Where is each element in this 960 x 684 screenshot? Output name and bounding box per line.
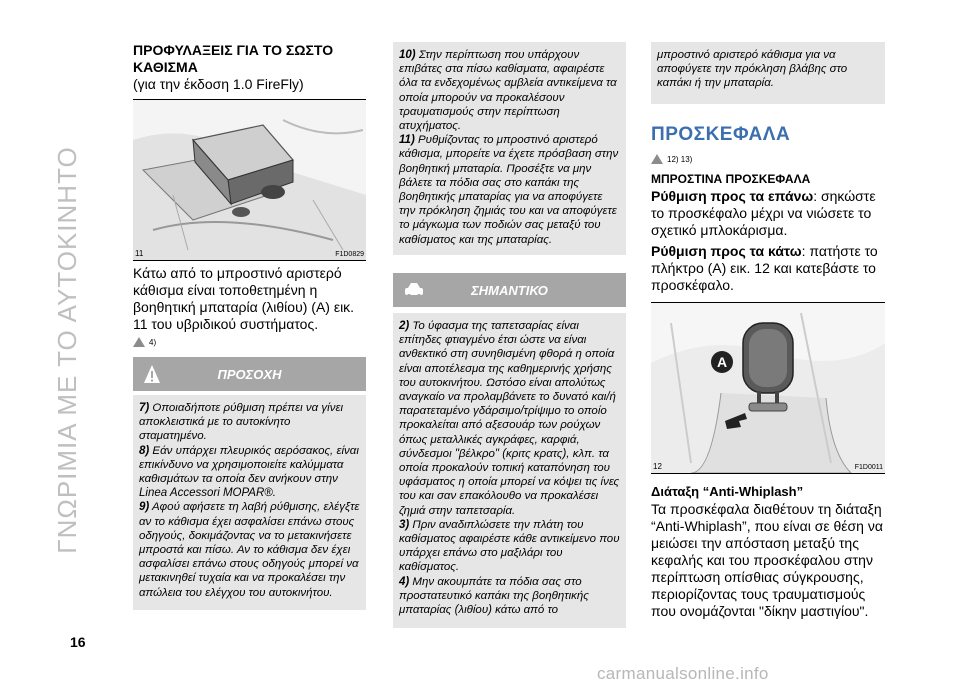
front-headrests-title: ΜΠΡΟΣΤΙΝΑ ΠΡΟΣΚΕΦΑΛΑ	[651, 172, 811, 186]
column-3	[651, 42, 885, 620]
caution-notes-continued	[393, 42, 626, 255]
note-7: 7) Οποιαδήποτε ρύθμιση πρέπει να γίνει αποκλειστικά με το αυτοκίνητο σταματημένο.	[139, 402, 344, 443]
anti-whiplash-text: Τα προσκέφαλα διαθέτουν τη διάταξη “Anti-Whiplash”, που είναι σε θέση να μειώσει την απόσταση μεταξύ της κεφαλής και του προσκέφαλου στην περίπτωση οπίσθιας σύγκρουσης, περιορίζοντας τους τραυματισμούς που ονομάζονται "δίκην μαστιγίου".	[651, 501, 883, 619]
page-number: 16	[70, 634, 86, 650]
section-heading-line2: ΚΑΘΙΣΜΑ	[133, 59, 198, 75]
section-heading-line1: ΠΡΟΦΥΛΑΞΕΙΣ ΓΙΑ ΤΟ ΣΩΣΤΟ	[133, 42, 334, 58]
headrest-illustration	[651, 303, 885, 473]
anti-whiplash-title: Διάταξη “Anti-Whiplash”	[651, 484, 804, 499]
figure-code: F1D0829	[335, 251, 364, 258]
note-10: 10) Στην περίπτωση που υπάρχουν επιβάτες στα πίσω καθίσματα, αφαιρέστε όλα τα ενδεχομένως αμβλεία αντικείμενα τα οποία μπορούν να προκαλέσουν τραυματισμούς στην περίπτωση ατυχήματος.	[399, 49, 617, 133]
reference-number: 4)	[149, 337, 157, 347]
car-care-icon	[403, 280, 425, 300]
note-8: 8) Εάν υπάρχει πλευρικός αερόσακος, είναι επικίνδυνο να χρησιμοποιείτε καλύμματα καθισμάτων τα οποία δεν ανήκουν στην Linea Accessori MOPAR®.	[139, 444, 359, 500]
caution-triangle-icon	[143, 364, 161, 384]
note-2: 2) Το ύφασμα της ταπετσαρίας είναι επίτηδες φτιαγμένο έτσι ώστε να είναι ανθεκτικό στη συνηθισμένη φθορά η οποία είναι αποτέλεσμα της καθημερινής χρήσης του αυτοκινήτου. Ωστόσο είναι απολύτως αναγκαίο να προλαμβάνετε το δυνατό και/ή παρατεταμένο γδάρσιμο/τρίψιμο το οποίο προκαλείται από αξεσουάρ των ρούχων όπως μεταλλικές αγκράφες, καρφιά, σύνδεσμοι "βέλκρο" (κριτς κρατς), κλπ. τα οποία προκαλούν τοπική καταπόνηση του υφάσματος η οποία μπορεί να κόψει τις ίνες του και σαν επακόλουθο να προκαλέσει ζημιά στην ταπετσαρία.	[399, 320, 620, 517]
important-notes-box	[393, 313, 626, 628]
column-1	[133, 42, 366, 610]
figure-code: F1D0011	[854, 464, 883, 471]
reference-row	[133, 337, 366, 347]
note-11: 11) Ρυθμίζοντας το μπροστινό αριστερό κάθισμα, μπορείτε να έχετε πρόσβαση στην βοηθητική μπαταρία. Προσέξτε να μην βάλετε τα πόδια σας στο καπάκι της βοηθητικής μπαταρίας για να αποφύγετε την πρόκληση ζημιάς του και να αποφύγετε το μάγκωμα των ποδιών σας μεταξύ του καθίσματος και της μπαταρίας.	[399, 134, 619, 246]
warning-icon	[133, 337, 145, 347]
caution-banner-title: ΠΡΟΣΟΧΗ	[217, 366, 282, 382]
figure-number: 12	[653, 462, 662, 471]
section-title-headrests: ΠΡΟΣΚΕΦΑΛΑ	[651, 124, 791, 145]
important-note-continued: μπροστινό αριστερό κάθισμα για να αποφύγετε την πρόκληση βλάβης στο καπάκι ή την μπαταρία.	[651, 42, 885, 104]
important-banner	[393, 273, 626, 307]
seat-battery-illustration	[133, 100, 366, 260]
adjust-down-paragraph: Ρύθμιση προς τα κάτω: πατήστε το πλήκτρο (A) εικ. 12 και κατεβάστε το προσκέφαλο.	[651, 243, 878, 293]
column-2	[393, 42, 626, 628]
watermark: carmanualsonline.info	[597, 664, 769, 683]
callout-a-marker: A	[711, 351, 733, 373]
figure-number: 11	[135, 249, 144, 258]
figure-caption: Κάτω από το μπροστινό αριστερό κάθισμα είναι τοποθετημένη η βοηθητική μπαταρία (λιθίου) (A) εικ. 11 του υβριδικού συστήματος.	[133, 265, 355, 332]
important-banner-title: ΣΗΜΑΝΤΙΚΟ	[471, 282, 548, 298]
chapter-side-title: ΓΝΩΡΙΜΙΑ ΜΕ ΤΟ ΑΥΤΟΚΙΝΗΤΟ	[52, 146, 82, 554]
caution-banner	[133, 357, 366, 391]
note-3: 3) Πριν αναδιπλώσετε την πλάτη του καθίσματος αφαιρέστε κάθε αντικείμενο που υπάρχει επάνω στο μαξιλάρι του καθίσματος.	[399, 518, 620, 574]
note-9: 9) Αφού αφήσετε τη λαβή ρύθμισης, ελέγξτε αν το κάθισμα έχει ασφαλίσει επάνω στους οδηγούς, δοκιμάζοντας να το μετακινήσετε μπροστά και πίσω. Αν το κάθισμα δεν έχει ασφαλίσει επάνω στους οδηγούς μπορεί να μετακινηθεί τυχαία και να προκαλέσει την απώλεια του ελέγχου του αυτοκινήτου.	[139, 501, 360, 599]
section-subheading: (για την έκδοση 1.0 FireFly)	[133, 76, 304, 92]
adjust-up-paragraph: Ρύθμιση προς τα επάνω: σηκώστε το προσκέφαλο μέχρι να νιώσετε το σχετικό μπλοκάρισμα.	[651, 188, 876, 238]
caution-notes-box	[133, 395, 366, 610]
note-4: 4) Μην ακουμπάτε τα πόδια σας στο προστατευτικό καπάκι της βοηθητικής μπαταρίας (λιθίου) κάτω από το	[399, 575, 589, 617]
headrest-refs: 12) 13)	[651, 154, 885, 164]
warning-icon	[651, 154, 663, 164]
figure-12-headrest	[651, 302, 885, 474]
figure-11-seat-battery	[133, 99, 366, 261]
